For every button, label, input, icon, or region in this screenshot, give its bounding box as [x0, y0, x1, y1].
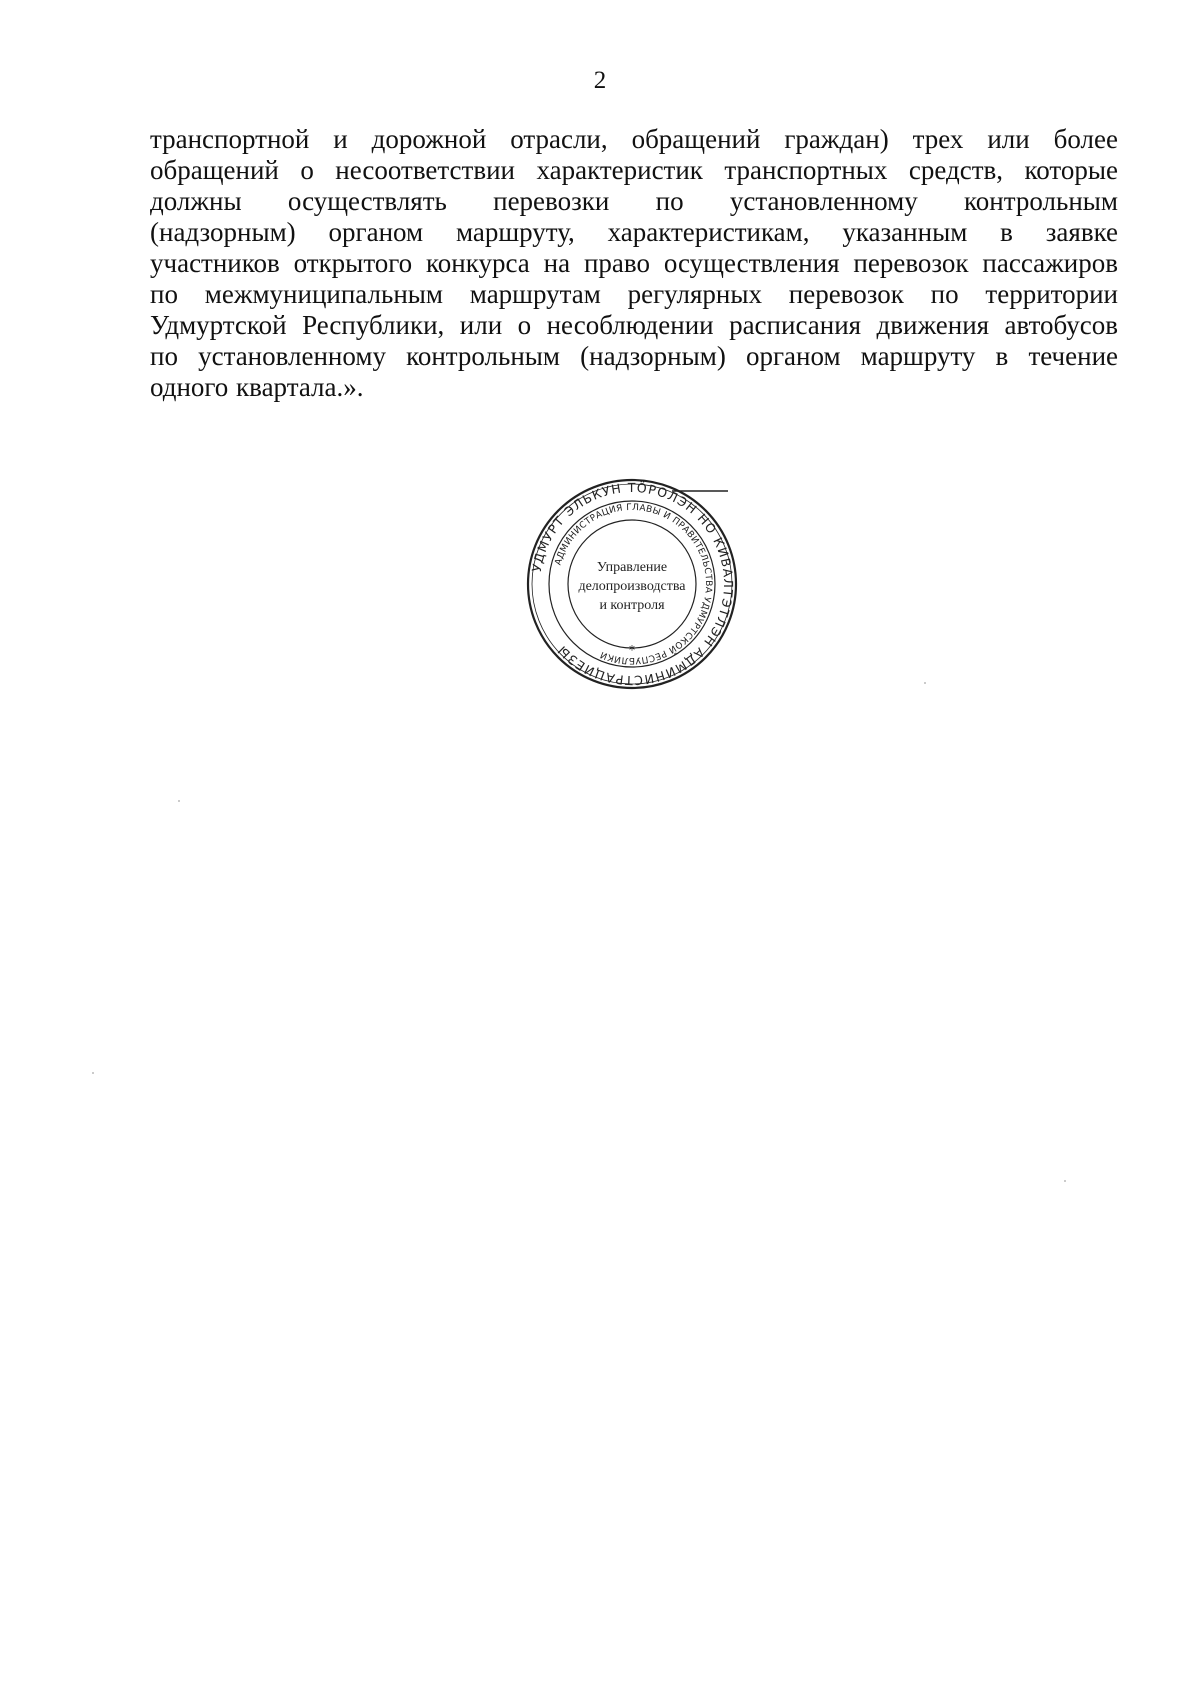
- scan-speck: [92, 1072, 94, 1074]
- paragraph-line: по межмуниципальным маршрутам регулярных перевозок по территории: [150, 279, 1118, 309]
- scan-speck: [924, 682, 926, 684]
- seal-center-line-2: делопроизводства: [578, 579, 686, 594]
- seal-star: *: [629, 643, 635, 657]
- paragraph-line: транспортной и дорожной отрасли, обращений граждан) трех или более: [150, 124, 1118, 154]
- paragraph-line: Удмуртской Республики, или о несоблюдении расписания движения автобусов: [150, 310, 1118, 340]
- seal-inner-ring-text: АДМИНИСТРАЦИЯ ГЛАВЫ И ПРАВИТЕЛЬСТВА УДМУРТСКОЙ РЕСПУБЛИКИ: [553, 502, 714, 666]
- body-paragraph: [150, 124, 1118, 403]
- scan-speck: [1064, 1180, 1066, 1182]
- paragraph-line: одного квартала.».: [150, 372, 364, 402]
- scan-speck: [178, 800, 180, 802]
- seal-center-line-3: и контроля: [599, 598, 665, 613]
- seal-icon: [522, 474, 742, 694]
- paragraph-line: по установленному контрольным (надзорным) органом маршруту в течение: [150, 341, 1118, 371]
- paragraph-line: (надзорным) органом маршруту, характеристикам, указанным в заявке: [150, 217, 1118, 247]
- paragraph-line: должны осуществлять перевозки по установленному контрольным: [150, 186, 1118, 216]
- page-number: 2: [593, 67, 607, 94]
- paragraph-line: участников открытого конкурса на право осуществления перевозок пассажиров: [150, 248, 1118, 278]
- paragraph-line: обращений о несоответствии характеристик транспортных средств, которые: [150, 155, 1118, 185]
- official-seal-stamp: [522, 474, 742, 694]
- seal-outer-ring-text: УДМУРТ ЭЛЬКУН ТӦРОЛЭН НО КИВАЛТЭТЛЭН АДМИНИСТРАЦИЕЗЫ: [528, 479, 737, 689]
- seal-center-line-1: Управление: [596, 560, 668, 575]
